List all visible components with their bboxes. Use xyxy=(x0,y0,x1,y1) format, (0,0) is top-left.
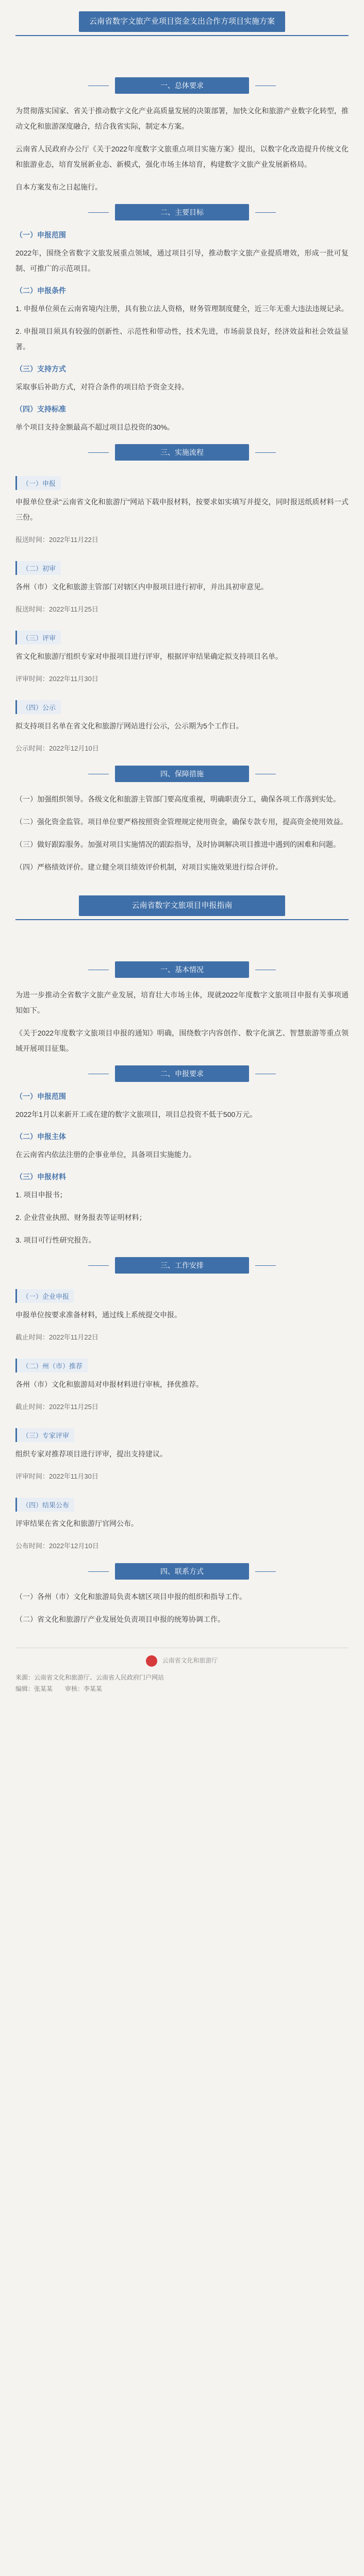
section1-banner-overview: 一、总体要求 xyxy=(115,77,249,94)
section2-banner-process: 三、工作安排 xyxy=(115,1257,249,1274)
paragraph: （一）加强组织领导。各级文化和旅游主管部门要高度重视，明确职责分工，确保各项工作落到实处。 xyxy=(15,795,340,803)
paragraph: （二）省文化和旅游厅产业发展处负责项目申报的统筹协调工作。 xyxy=(15,1615,225,1623)
source-logo-icon xyxy=(146,1655,157,1667)
section1-header xyxy=(15,11,349,68)
section1-banner-targets: 二、主要目标 xyxy=(115,204,249,221)
footer-line: 来源：云南省文化和旅游厅、云南省人民政府门户网站 xyxy=(15,1674,164,1681)
section1-banner-guarantee: 四、保障措施 xyxy=(115,766,249,782)
paragraph: 各州（市）文化和旅游主管部门对辖区内申报项目进行初审，并出具初审意见。 xyxy=(15,583,268,591)
paragraph: 2022年1月以来新开工或在建的数字文旅项目，项目总投资不低于500万元。 xyxy=(15,1110,257,1118)
date-note: 公示时间：2022年12月10日 xyxy=(15,744,99,752)
paragraph: 云南省人民政府办公厅《关于2022年度数字文旅重点项目实施方案》提出，以数字化改造提升传统文化和旅游业态，培育发展新业态、新模式，强化市场主体培育，构建数字文旅产业发展新格局。 xyxy=(15,145,349,168)
step-ribbon: （一）企业申报 xyxy=(15,1289,74,1303)
paragraph: 《关于2022年度数字文旅项目申报的通知》明确，围绕数字内容创作、数字化演艺、智慧旅游等重点领域开展项目征集。 xyxy=(15,1029,349,1053)
subheading: （二）申报条件 xyxy=(15,286,66,295)
date-note: 截止时间：2022年11月25日 xyxy=(15,1403,98,1411)
paragraph: 拟支持项目名单在省文化和旅游厅网站进行公示，公示期为5个工作日。 xyxy=(15,722,243,730)
paragraph: 为进一步推动全省数字文旅产业发展，培育壮大市场主体，现就2022年度数字文旅项目申报有关事项通知如下。 xyxy=(15,991,349,1014)
paragraph: 采取事后补助方式，对符合条件的项目给予资金支持。 xyxy=(15,383,189,391)
step-ribbon: （二）州（市）推荐 xyxy=(15,1359,88,1372)
section1-banner-process: 三、实施流程 xyxy=(115,444,249,461)
date-note: 报送时间：2022年11月25日 xyxy=(15,605,98,613)
paragraph: 2022年，围绕全省数字文旅发展重点领域，通过项目引导，推动数字文旅产业提质增效，形成一批可复制、可推广的示范项目。 xyxy=(15,249,349,273)
paragraph: 为贯彻落实国家、省关于推动数字文化产业高质量发展的决策部署，加快文化和旅游产业数字化转型，推动文化和旅游深度融合，结合我省实际，制定本方案。 xyxy=(15,107,349,130)
paragraph: （一）各州（市）文化和旅游局负责本辖区项目申报的组织和指导工作。 xyxy=(15,1592,246,1601)
footer xyxy=(15,1648,349,1694)
paragraph: 组织专家对推荐项目进行评审，提出支持建议。 xyxy=(15,1450,167,1458)
paragraph: 申报单位按要求准备材料，通过线上系统提交申报。 xyxy=(15,1311,181,1319)
step-ribbon: （三）专家评审 xyxy=(15,1428,74,1442)
paragraph: 1. 项目申报书； xyxy=(15,1191,67,1199)
subheading: （三）支持方式 xyxy=(15,365,66,373)
paragraph: 在云南省内依法注册的企事业单位，具备项目实施能力。 xyxy=(15,1150,196,1159)
date-note: 评审时间：2022年11月30日 xyxy=(15,1472,98,1480)
paragraph: （三）做好跟踪服务。加强对项目实施情况的跟踪指导，及时协调解决项目推进中遇到的困难和问题。 xyxy=(15,840,340,849)
step-ribbon: （四）结果公布 xyxy=(15,1498,74,1512)
footer-line: 编辑：张某某 审核：李某某 xyxy=(15,1685,103,1692)
paragraph: 单个项目支持金额最高不超过项目总投资的30%。 xyxy=(15,423,175,431)
section1-title: 云南省数字文旅产业项目资金支出合作方项目实施方案 xyxy=(79,11,285,32)
paragraph: 评审结果在省文化和旅游厅官网公布。 xyxy=(15,1519,138,1528)
subheading: （三）申报材料 xyxy=(15,1173,66,1181)
paragraph: 各州（市）文化和旅游局对申报材料进行审核，择优推荐。 xyxy=(15,1380,203,1388)
date-note: 截止时间：2022年11月22日 xyxy=(15,1333,98,1341)
paragraph: （四）严格绩效评价。建立健全项目绩效评价机制，对项目实施效果进行综合评价。 xyxy=(15,863,283,871)
paragraph: 2. 企业营业执照、财务报表等证明材料； xyxy=(15,1213,146,1222)
paragraph: 省文化和旅游厅组织专家对申报项目进行评审，根据评审结果确定拟支持项目名单。 xyxy=(15,652,283,660)
section2-banner-overview: 一、基本情况 xyxy=(115,961,249,978)
paragraph: 1. 申报单位须在云南省境内注册，具有独立法人资格，财务管理制度健全，近三年无重大违法违规记录。 xyxy=(15,304,349,313)
paragraph: 申报单位登录"云南省文化和旅游厅"网站下载申报材料，按要求如实填写并提交，同时报送纸质材料一式三份。 xyxy=(15,498,349,521)
section2-banner-contact: 四、联系方式 xyxy=(115,1563,249,1580)
footer-info xyxy=(15,1672,349,1694)
step-ribbon: （一）申报 xyxy=(15,476,61,490)
subheading: （一）申报范围 xyxy=(15,231,66,239)
paragraph: 2. 申报项目须具有较强的创新性、示范性和带动性，技术先进，市场前景良好，经济效益和社会效益显著。 xyxy=(15,327,349,351)
paragraph: （二）强化资金监管。项目单位要严格按照资金管理规定使用资金，确保专款专用，提高资金使用效益。 xyxy=(15,818,348,826)
subheading: （一）申报范围 xyxy=(15,1092,66,1100)
section2-header xyxy=(15,895,349,952)
subheading: （二）申报主体 xyxy=(15,1132,66,1141)
date-note: 报送时间：2022年11月22日 xyxy=(15,536,98,544)
article xyxy=(15,0,349,1694)
date-note: 公布时间：2022年12月10日 xyxy=(15,1542,99,1550)
step-ribbon: （四）公示 xyxy=(15,700,61,714)
paragraph: 3. 项目可行性研究报告。 xyxy=(15,1236,96,1244)
footer-source[interactable]: 云南省文化和旅游厅 xyxy=(162,1657,218,1665)
paragraph: 自本方案发布之日起施行。 xyxy=(15,183,102,191)
step-ribbon: （三）评审 xyxy=(15,631,61,645)
section2-title: 云南省数字文旅项目申报指南 xyxy=(79,895,285,916)
section2-banner-targets: 二、申报要求 xyxy=(115,1065,249,1082)
subheading: （四）支持标准 xyxy=(15,405,66,413)
date-note: 评审时间：2022年11月30日 xyxy=(15,675,98,683)
step-ribbon: （二）初审 xyxy=(15,561,61,575)
